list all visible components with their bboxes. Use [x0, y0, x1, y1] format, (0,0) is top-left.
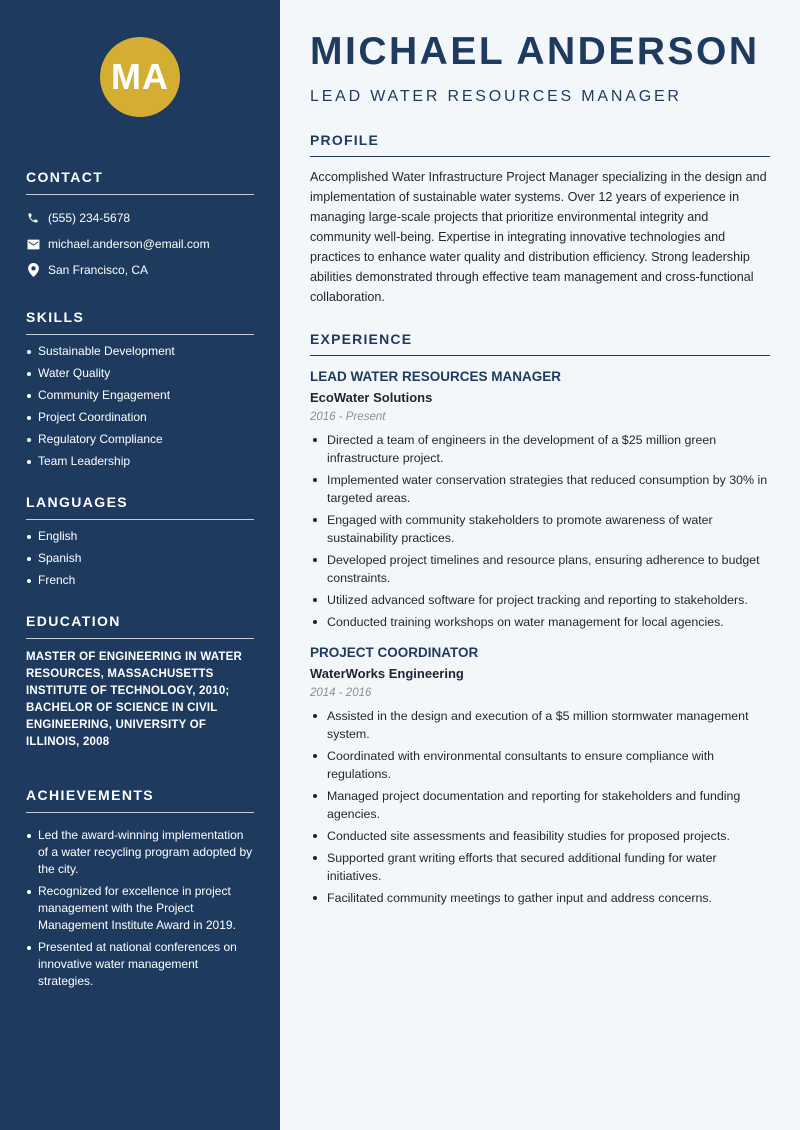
achievement-item: Presented at national conferences on innovative water management strategies.: [26, 939, 254, 990]
job-bullet: Conducted site assessments and feasibility studies for proposed projects.: [310, 827, 770, 845]
contact-section: [26, 169, 254, 283]
sidebar: [0, 0, 280, 1130]
skill-item: Team Leadership: [26, 453, 254, 470]
job-bullets: [310, 431, 770, 631]
skills-title: SKILLS: [26, 309, 254, 335]
language-item: English: [26, 528, 254, 545]
job-bullet: Assisted in the design and execution of a $5 million stormwater management system.: [310, 707, 770, 743]
job-bullet: Directed a team of engineers in the development of a $25 million green infrastructure project.: [310, 431, 770, 467]
job-bullet: Coordinated with environmental consultants to ensure compliance with regulations.: [310, 747, 770, 783]
avatar: [100, 37, 180, 117]
job-bullet: Engaged with community stakeholders to promote awareness of water sustainability practices.: [310, 511, 770, 547]
skill-item: Sustainable Development: [26, 343, 254, 360]
contact-title: CONTACT: [26, 169, 254, 195]
job-bullet: Facilitated community meetings to gather input and address concerns.: [310, 889, 770, 907]
job-bullet: Conducted training workshops on water management for local agencies.: [310, 613, 770, 631]
languages-list: [26, 528, 254, 589]
achievements-list: [26, 827, 254, 990]
contact-email: [26, 231, 254, 257]
profile-section: [310, 132, 770, 307]
skill-item: Regulatory Compliance: [26, 431, 254, 448]
skills-section: [26, 309, 254, 470]
contact-phone: [26, 205, 254, 231]
achievement-item: Led the award-winning implementation of a water recycling program adopted by the city.: [26, 827, 254, 878]
contact-location: [26, 257, 254, 283]
job-entry: [310, 645, 770, 907]
avatar-initials: MA: [111, 56, 169, 97]
languages-title: LANGUAGES: [26, 494, 254, 520]
education-text: MASTER OF ENGINEERING IN WATER RESOURCES, MASSACHUSETTS INSTITUTE OF TECHNOLOGY, 2010; BACHELOR OF SCIENCE IN CIVIL ENGINEERING, UNIVERSITY OF ILLINOIS, 2008: [26, 651, 242, 748]
education-title: EDUCATION: [26, 613, 254, 639]
email-icon: [26, 237, 40, 251]
contact-list: [26, 205, 254, 283]
main-content: [280, 0, 800, 1130]
contact-location-text: San Francisco, CA: [48, 263, 149, 277]
job-bullet: Developed project timelines and resource plans, ensuring adherence to budget constraints.: [310, 551, 770, 587]
achievements-section: [26, 787, 254, 990]
achievements-title: ACHIEVEMENTS: [26, 787, 254, 813]
job-bullet: Utilized advanced software for project tracking and reporting to stakeholders.: [310, 591, 770, 609]
job-dates: 2016 - Present: [310, 411, 386, 423]
job-company: WaterWorks Engineering: [310, 666, 464, 681]
achievement-item: Recognized for excellence in project management with the Project Management Institute Award in 2019.: [26, 883, 254, 934]
job-bullet: Implemented water conservation strategies that reduced consumption by 30% in targeted areas.: [310, 471, 770, 507]
candidate-role: LEAD WATER RESOURCES MANAGER: [310, 88, 682, 105]
job-entry: [310, 369, 770, 631]
contact-phone-text: (555) 234-5678: [48, 211, 131, 225]
education-section: [26, 613, 254, 751]
skill-item: Community Engagement: [26, 387, 254, 404]
skills-list: [26, 343, 254, 470]
job-company: EcoWater Solutions: [310, 390, 433, 405]
job-title: LEAD WATER RESOURCES MANAGER: [310, 369, 562, 384]
job-bullet: Supported grant writing efforts that secured additional funding for water initiatives.: [310, 849, 770, 885]
job-dates: 2014 - 2016: [310, 687, 372, 699]
experience-title: EXPERIENCE: [310, 331, 770, 356]
candidate-name: MICHAEL ANDERSON: [310, 30, 760, 73]
profile-text: Accomplished Water Infrastructure Project Manager specializing in the design and implementation of sustainable water systems. Over 12 years of experience in managing large-scale projects that prioritize environmental integrity and community well-being. Expertise in integrating innovative technologies and practices to enhance water quality and distribution efficiency. Strong leadership abilities demonstrated through effective team management and cross-functional collaboration.: [310, 170, 767, 304]
languages-section: [26, 494, 254, 589]
profile-title: PROFILE: [310, 132, 770, 157]
job-title: PROJECT COORDINATOR: [310, 645, 479, 660]
location-pin-icon: [26, 263, 40, 277]
language-item: Spanish: [26, 550, 254, 567]
job-bullets: [310, 707, 770, 907]
skill-item: Water Quality: [26, 365, 254, 382]
phone-icon: [26, 211, 40, 225]
experience-section: [310, 331, 770, 907]
language-item: French: [26, 572, 254, 589]
contact-email-text: michael.anderson@email.com: [48, 237, 210, 251]
skill-item: Project Coordination: [26, 409, 254, 426]
job-bullet: Managed project documentation and reporting for stakeholders and funding agencies.: [310, 787, 770, 823]
